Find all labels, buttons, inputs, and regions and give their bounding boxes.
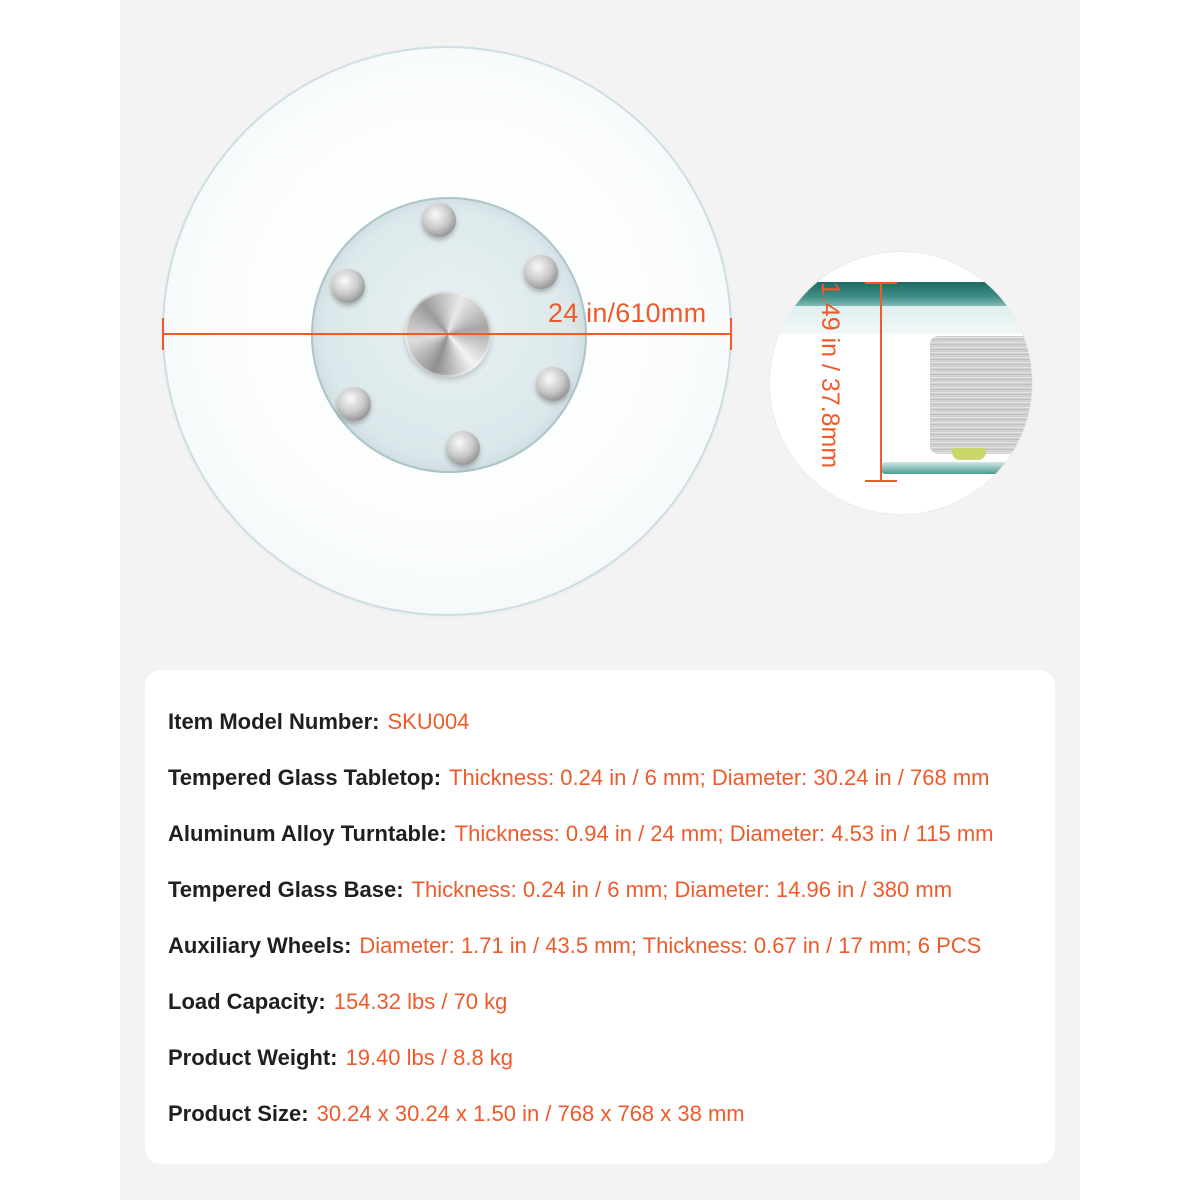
diameter-dimension-cap-right: [730, 318, 732, 350]
spec-row-tabletop: [168, 764, 989, 792]
spec-row-product-size: [168, 1100, 745, 1128]
diameter-label: 24 in/610mm: [548, 298, 707, 328]
spec-value: Diameter: 1.71 in / 43.5 mm; Thickness: 0.67 in / 17 mm; 6 PCS: [359, 933, 982, 958]
spec-value: Thickness: 0.24 in / 6 mm; Diameter: 30.24 in / 768 mm: [449, 765, 990, 790]
closeup-bearing-tab: [952, 448, 986, 460]
diameter-dimension-cap-left: [162, 318, 164, 350]
spec-label: Load Capacity:: [168, 989, 326, 1014]
spec-label: Tempered Glass Base:: [168, 877, 404, 902]
auxiliary-wheel: [446, 431, 480, 465]
spec-value: 30.24 x 30.24 x 1.50 in / 768 x 768 x 38 mm: [316, 1101, 745, 1126]
height-dimension-cap-bottom: [865, 480, 897, 482]
spec-row-load-capacity: [168, 988, 507, 1016]
spec-row-product-weight: [168, 1044, 513, 1072]
spec-row-glass-base: [168, 876, 952, 904]
spec-value: Thickness: 0.94 in / 24 mm; Diameter: 4.53 in / 115 mm: [454, 821, 994, 846]
auxiliary-wheel: [536, 367, 570, 401]
spec-label: Product Weight:: [168, 1045, 338, 1070]
spec-value: Thickness: 0.24 in / 6 mm; Diameter: 14.96 in / 380 mm: [411, 877, 953, 902]
auxiliary-wheel: [524, 255, 558, 289]
spec-value: 154.32 lbs / 70 kg: [333, 989, 508, 1014]
closeup-glass-top: [770, 282, 1032, 306]
spec-label: Auxiliary Wheels:: [168, 933, 352, 958]
auxiliary-wheel: [337, 387, 371, 421]
spec-label: Tempered Glass Tabletop:: [168, 765, 442, 790]
auxiliary-wheel: [422, 203, 456, 237]
spec-row-model-number: [168, 708, 469, 736]
closeup-glass-base: [880, 462, 1032, 474]
spec-label: Item Model Number:: [168, 709, 380, 734]
closeup-glass-underside: [770, 306, 1032, 334]
spec-row-turntable: [168, 820, 993, 848]
height-label: 1.49 in / 37.8mm: [816, 282, 844, 469]
height-dimension-line: [880, 282, 882, 482]
height-detail-closeup: [770, 252, 1032, 514]
diameter-dimension-line: [162, 333, 732, 335]
closeup-turntable-bearing: [930, 336, 1032, 454]
spec-label: Product Size:: [168, 1101, 309, 1126]
spec-value: SKU004: [387, 709, 470, 734]
spec-label: Aluminum Alloy Turntable:: [168, 821, 447, 846]
height-dimension-cap-top: [865, 282, 897, 284]
spec-value: 19.40 lbs / 8.8 kg: [345, 1045, 514, 1070]
specifications-card: [145, 670, 1055, 1164]
auxiliary-wheel: [331, 269, 365, 303]
spec-row-auxiliary-wheels: [168, 932, 981, 960]
